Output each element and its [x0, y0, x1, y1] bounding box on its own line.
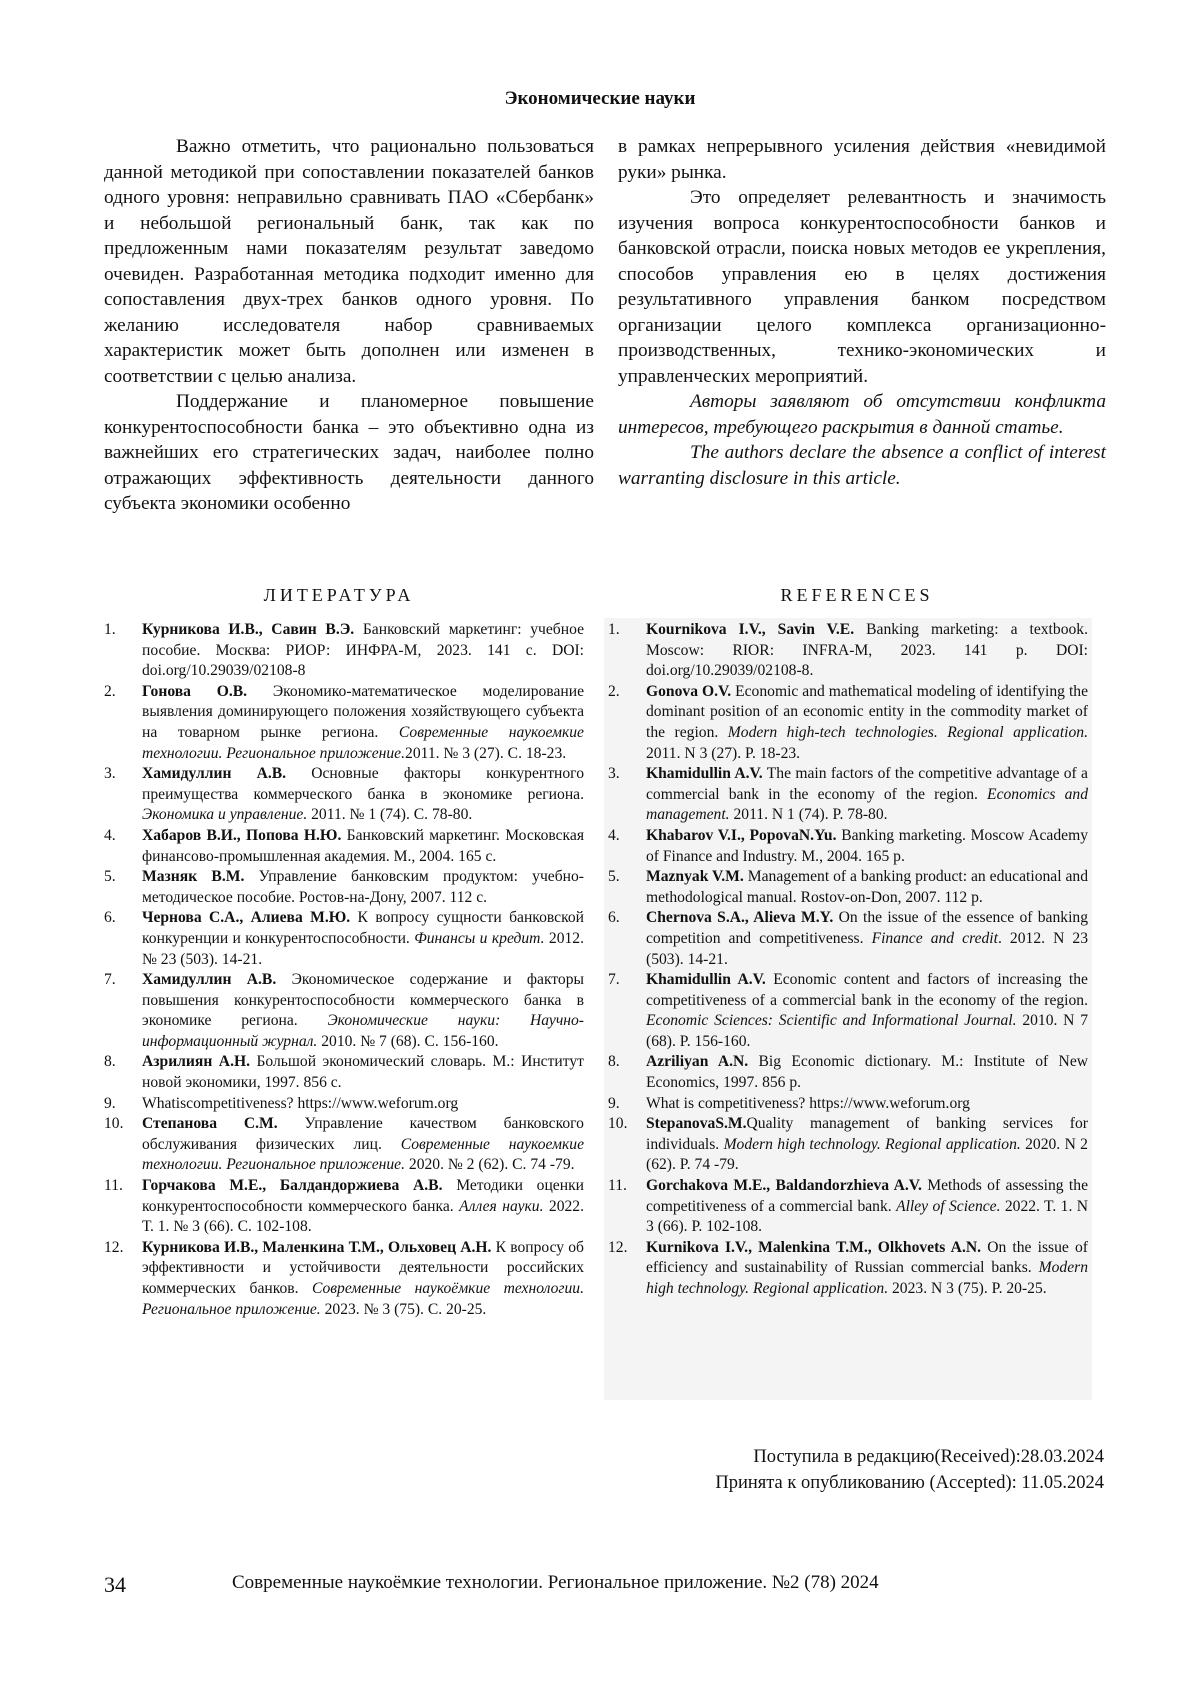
reference-authors: Gonova O.V.	[646, 682, 732, 700]
reference-item	[104, 620, 584, 682]
reference-item	[608, 1094, 1088, 1115]
reference-authors: Maznyak V.M.	[646, 868, 744, 886]
reference-number: 9.	[608, 1094, 620, 1112]
reference-number: 3.	[104, 765, 116, 783]
reference-number: 2.	[104, 682, 116, 700]
reference-authors: Kurnikova I.V., Malenkina T.M., Olkhovets A.N.	[646, 1238, 982, 1256]
reference-text: Основные факторы конкурентного преимущества коммерческого банка в экономике региона.	[142, 765, 584, 803]
reference-details: 2010. № 7 (68). С. 156-160.	[317, 1032, 499, 1050]
body-left-column	[104, 134, 594, 517]
reference-text: Банковский маркетинг. Московская финансово-промышленная академия. М., 2004. 165 с.	[142, 826, 584, 865]
reference-authors: Мазняк В.М.	[142, 868, 245, 886]
reference-text: Банковский маркетинг: учебное пособие. Москва: РИОР: ИНФРА-М, 2023. 141 с. DOI: doi.org/10.29039/02108-8	[142, 621, 584, 680]
reference-details: 2022. Т. 1. № 3 (66). С. 102-108.	[142, 1197, 585, 1236]
accepted-date: Принята к опубликованию (Accepted): 11.05.2024	[715, 1473, 1104, 1493]
reference-item	[608, 867, 1088, 908]
reference-source: Alley of Science.	[896, 1197, 1001, 1215]
reference-number: 12.	[104, 1238, 124, 1256]
reference-details: 2011. N 1 (74). P. 78-80.	[729, 806, 888, 824]
reference-source: Аллея науки.	[459, 1197, 544, 1215]
reference-text: Economic and mathematical modeling of identifying the dominant position of an economic entity in the commodity market of the region.	[646, 682, 1088, 741]
reference-authors: Хамидуллин А.В.	[142, 765, 287, 783]
reference-item	[104, 826, 584, 867]
reference-number: 6.	[608, 909, 620, 927]
reference-text: К вопросу сущности банковской конкуренции и конкурентоспособности.	[142, 909, 584, 947]
page-number: 34	[104, 1572, 126, 1597]
section-title: Экономические науки	[504, 88, 696, 109]
reference-number: 3.	[608, 765, 620, 783]
reference-text: The main factors of the competitive advantage of a commercial bank in the economy of the region.	[646, 765, 1088, 803]
reference-item	[608, 1052, 1088, 1093]
reference-source: Modern high technology. Regional application.	[646, 1259, 1088, 1297]
reference-source: Экономические науки: Научно-информационный журнал.	[142, 1012, 584, 1050]
reference-source: Modern high-tech technologies. Regional application.	[727, 723, 1088, 741]
reference-source: Finance and credit	[871, 929, 998, 947]
reference-details: 2020. № 2 (62). С. 74 -79.	[405, 1156, 575, 1174]
reference-authors: Khabarov V.I., PopovaN.Yu.	[646, 826, 837, 844]
reference-item	[608, 1114, 1088, 1176]
reference-item	[608, 764, 1088, 826]
reference-number: 9.	[104, 1094, 116, 1112]
reference-item	[104, 1052, 584, 1093]
reference-number: 8.	[608, 1053, 620, 1071]
reference-number: 5.	[608, 868, 620, 886]
reference-text: On the issue of the essence of banking competition and competitiveness.	[646, 909, 1088, 947]
reference-text: Management of a banking product: an educational and methodological manual. Rostov-on-Don, 2007. 112 p.	[646, 868, 1088, 906]
references-list	[608, 620, 1088, 1300]
reference-details: 2023. N 3 (75). P. 20-25.	[888, 1280, 1047, 1297]
reference-item	[104, 764, 584, 826]
reference-text: Большой экономический словарь. М.: Институт новой экономики, 1997. 856 с.	[142, 1053, 584, 1092]
reference-item	[104, 908, 584, 970]
reference-details: 2011. № 3 (27). С. 18-23.	[405, 744, 567, 762]
reference-authors: Azriliyan A.N.	[646, 1053, 749, 1071]
reference-authors: Kournikova I.V., Savin V.E.	[646, 621, 855, 638]
reference-number: 8.	[104, 1053, 116, 1071]
reference-authors: Чернова С.А., Алиева М.Ю.	[142, 909, 351, 927]
reference-authors: StepanovaS.M.	[646, 1115, 747, 1133]
reference-source: Modern high technology. Regional application.	[723, 1135, 1021, 1153]
reference-text: What is competitiveness? https://www.weforum.org	[646, 1094, 970, 1112]
body-paragraph: Поддержание и планомерное повышение конкурентоспособности банка – это объективно одна из важнейших его стратегических задач, наиболее полно отражающих эффективность деятельности данного субъекта экономики особенно	[104, 391, 594, 514]
reference-text: Экономическое содержание и факторы повышения конкурентоспособности коммерческого банка в экономике региона.	[142, 971, 584, 1030]
reference-item	[104, 867, 584, 908]
reference-number: 11.	[608, 1177, 627, 1195]
reference-text: Banking marketing. Moscow Academy of Finance and Industry. M., 2004. 165 p.	[646, 826, 1088, 865]
reference-text: Whatiscompetitiveness? https://www.weforum.org	[142, 1094, 459, 1112]
reference-authors: Азрилиян А.Н.	[142, 1053, 250, 1071]
reference-item	[104, 1176, 584, 1238]
body-paragraph: в рамках непрерывного усиления действия «невидимой руки» рынка.	[618, 136, 1106, 183]
reference-source: Современные наукоемкие технологии. Региональное приложение.	[142, 1135, 584, 1174]
reference-number: 11.	[104, 1177, 123, 1195]
submission-dates	[715, 1444, 1104, 1496]
reference-details: 2012. № 23 (503). 14-21.	[142, 929, 584, 968]
reference-text: Economic content and factors of increasing the competitiveness of a commercial bank in the economy of the region.	[646, 971, 1088, 1009]
reference-item	[104, 970, 584, 1052]
reference-item	[608, 1238, 1088, 1300]
reference-source: Финансы и кредит.	[414, 929, 545, 947]
reference-authors: Chernova S.A., Alieva M.Y.	[646, 909, 834, 927]
reference-number: 6.	[104, 909, 116, 927]
reference-item	[608, 620, 1088, 682]
reference-item	[104, 682, 584, 764]
reference-number: 2.	[608, 682, 620, 700]
conflict-statement-ru: Авторы заявляют об отсутствии конфликта интересов, требующего раскрытия в данной статье.	[618, 391, 1106, 438]
reference-text: Экономико-математическое моделирование выявления доминирующего положения хозяйствующего субъекта на товарном рынке региона.	[142, 682, 584, 741]
literature-list	[104, 620, 584, 1320]
reference-authors: Гонова О.В.	[142, 682, 248, 700]
reference-text: Methods of assessing the competitiveness of a commercial bank.	[646, 1177, 1088, 1215]
reference-item	[608, 970, 1088, 1052]
body-paragraph: Важно отметить, что рационально пользоваться данной методикой при сопоставлении показателей банков одного уровня: неправильно сравнивать ПАО «Сбербанк» и небольшой региональный банк, так как по предложенным нами показателям результат заведомо очевиден. Разработанная методика подходит именно для сопоставления двух-трех банков одного уровня. По желанию исследователя набор сравниваемых характеристик может быть дополнен или изменен в соответствии с целью анализа.	[104, 136, 594, 387]
reference-item	[104, 1238, 584, 1320]
reference-details: 2022. T. 1. N 3 (66). P. 102-108.	[646, 1197, 1089, 1236]
reference-text: On the issue of efficiency and sustainability of Russian commercial banks.	[646, 1238, 1088, 1277]
reference-item	[608, 908, 1088, 970]
reference-source: Экономика и управление.	[142, 806, 308, 824]
reference-text: Методики оценки конкурентоспособности коммерческого банка.	[142, 1177, 584, 1215]
body-right-column	[618, 134, 1106, 491]
reference-source: Economics and management.	[646, 785, 1088, 824]
reference-text: Big Economic dictionary. M.: Institute of New Economics, 1997. 856 p.	[646, 1053, 1089, 1092]
reference-details: . 2012. N 23 (503). 14-21.	[646, 929, 1088, 968]
reference-text: Управление качеством банковского обслуживания физических лиц.	[142, 1115, 584, 1153]
reference-item	[104, 1114, 584, 1176]
reference-text: Banking marketing: a textbook. Moscow: RIOR: INFRA-M, 2023. 141 p. DOI: doi.org/10.29039/02108-8.	[646, 621, 1088, 680]
reference-item	[104, 1094, 584, 1115]
reference-authors: Курникова И.В., Савин В.Э.	[142, 621, 355, 638]
reference-details: 2023. № 3 (75). С. 20-25.	[320, 1300, 487, 1318]
reference-number: 1.	[104, 621, 116, 638]
reference-text: К вопросу об эффективности и устойчивости деятельности российских коммерческих банков.	[142, 1238, 584, 1297]
body-paragraph: Это определяет релевантность и значимость изучения вопроса конкурентоспособности банков и банковской отрасли, поиска новых методов ее укрепления, способов управления ею в целях достижения результативного управления банком посредством организации целого комплекса организационно-производственных, технико-экономических и управленческих мероприятий.	[618, 187, 1106, 387]
reference-number: 12.	[608, 1238, 628, 1256]
reference-authors: Gorchakova M.E., Baldandorzhieva A.V.	[646, 1177, 922, 1195]
reference-source: Economic Sciences: Scientific and Informational Journal.	[646, 1012, 1017, 1030]
reference-number: 10.	[104, 1115, 124, 1133]
literature-heading: ЛИТЕРАТУРА	[263, 585, 415, 605]
reference-item	[608, 682, 1088, 764]
reference-authors: Горчакова М.Е., Балдандоржиева А.В.	[142, 1177, 443, 1195]
reference-number: 10.	[608, 1115, 628, 1133]
reference-source: Современные наукоемкие технологии. Региональное приложение.	[142, 723, 584, 762]
reference-authors: Хабаров В.И., Попова Н.Ю.	[142, 826, 342, 844]
reference-authors: Khamidullin A.V.	[646, 971, 766, 989]
reference-details: 2011. № 1 (74). С. 78-80.	[307, 806, 473, 824]
reference-number: 1.	[608, 621, 620, 638]
references-heading: REFERENCES	[780, 585, 934, 605]
reference-item	[608, 1176, 1088, 1238]
journal-title: Современные наукоёмкие технологии. Региональное приложение. №2 (78) 2024	[232, 1572, 879, 1593]
reference-authors: Khamidullin A.V.	[646, 765, 763, 783]
reference-details: 2020. N 2 (62). P. 74 -79.	[646, 1135, 1088, 1174]
reference-details: 2011. N 3 (27). P. 18-23.	[646, 744, 801, 762]
reference-authors: Хамидуллин А.В.	[142, 971, 277, 989]
reference-text: Управление банковским продуктом: учебно-методическое пособие. Ростов-на-Дону, 2007. 112 с.	[142, 868, 584, 906]
reference-source: Современные наукоёмкие технологии. Региональное приложение.	[142, 1280, 584, 1318]
reference-authors: Степанова С.М.	[142, 1115, 278, 1133]
reference-authors: Курникова И.В., Маленкина Т.М., Ольховец А.Н.	[142, 1238, 492, 1256]
reference-number: 4.	[104, 826, 116, 844]
reference-details: 2010. N 7 (68). P. 156-160.	[646, 1012, 1089, 1050]
reference-number: 7.	[608, 971, 620, 989]
reference-number: 7.	[104, 971, 116, 989]
reference-number: 4.	[608, 826, 620, 844]
reference-number: 5.	[104, 868, 116, 886]
received-date: Поступила в редакцию(Received):28.03.2024	[753, 1447, 1104, 1467]
reference-text: Quality management of banking services for individuals.	[646, 1115, 1088, 1153]
conflict-statement-en: The authors declare the absence a conflict of interest warranting disclosure in this article.	[618, 442, 1106, 489]
reference-item	[608, 826, 1088, 867]
